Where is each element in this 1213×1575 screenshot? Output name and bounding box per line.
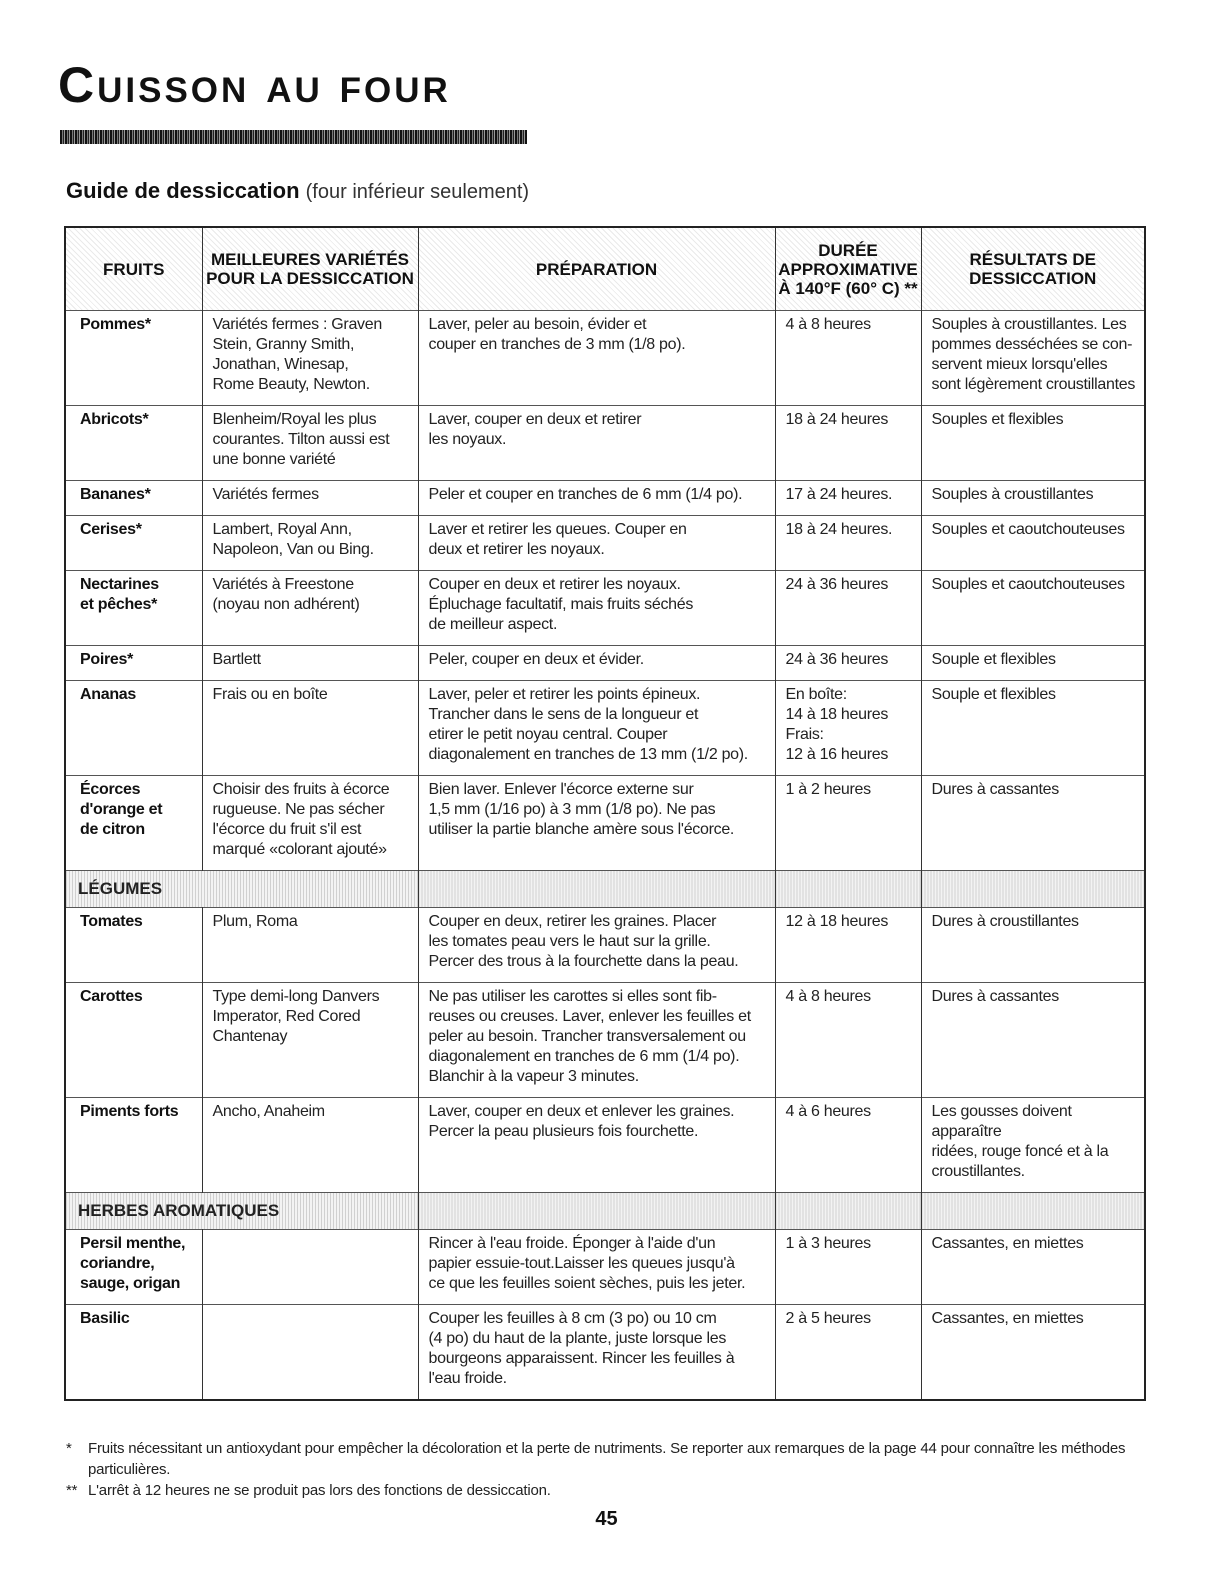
table-row bbox=[65, 908, 1145, 983]
row-name: Piments forts bbox=[65, 1098, 202, 1193]
header-fruits: FRUITS bbox=[65, 227, 202, 311]
row-duration: 12 à 18 heures bbox=[775, 908, 921, 983]
row-preparation: Rincer à l'eau froide. Éponger à l'aide d'un papier essuie-tout.Laisser les queues jusqu'à ce que les feuilles soient sèches, puis les jeter. bbox=[418, 1230, 775, 1305]
row-duration: 18 à 24 heures. bbox=[775, 516, 921, 571]
row-result: Souples à croustillantes. Les pommes desséchées se con- servent mieux lorsqu'elles sont légèrement croustillantes bbox=[921, 311, 1145, 406]
band-label: LÉGUMES bbox=[65, 871, 418, 908]
section-band-herbs bbox=[65, 1193, 1145, 1230]
row-name: Pommes* bbox=[65, 311, 202, 406]
row-varieties bbox=[202, 1230, 418, 1305]
row-preparation: Peler et couper en tranches de 6 mm (1/4 po). bbox=[418, 481, 775, 516]
row-result: Souple et flexibles bbox=[921, 681, 1145, 776]
row-name: Basilic bbox=[65, 1305, 202, 1401]
row-name: Poires* bbox=[65, 646, 202, 681]
row-duration: 4 à 6 heures bbox=[775, 1098, 921, 1193]
row-varieties: Variétés à Freestone (noyau non adhérent) bbox=[202, 571, 418, 646]
row-duration: 4 à 8 heures bbox=[775, 983, 921, 1098]
table-row bbox=[65, 516, 1145, 571]
row-preparation: Ne pas utiliser les carottes si elles sont fib- reuses ou creuses. Laver, enlever les feuilles et peler au besoin. Trancher transversalement ou diagonalement en tranches de 6 mm (1/4 po). Blanchir à la vapeur 3 minutes. bbox=[418, 983, 775, 1098]
band-fill bbox=[775, 1193, 921, 1230]
row-duration: En boîte: 14 à 18 heures Frais: 12 à 16 heures bbox=[775, 681, 921, 776]
row-preparation: Bien laver. Enlever l'écorce externe sur 1,5 mm (1/16 po) à 3 mm (1/8 po). Ne pas utiliser la partie blanche amère sous l'écorce. bbox=[418, 776, 775, 871]
row-preparation: Couper en deux et retirer les noyaux. Épluchage facultatif, mais fruits séchés de meilleur aspect. bbox=[418, 571, 775, 646]
table-row bbox=[65, 311, 1145, 406]
row-result: Souples à croustillantes bbox=[921, 481, 1145, 516]
band-fill bbox=[418, 1193, 775, 1230]
band-fill bbox=[921, 871, 1145, 908]
row-duration: 18 à 24 heures bbox=[775, 406, 921, 481]
row-result: Dures à cassantes bbox=[921, 776, 1145, 871]
header-preparation: PRÉPARATION bbox=[418, 227, 775, 311]
row-varieties: Bartlett bbox=[202, 646, 418, 681]
title-rule bbox=[60, 130, 527, 144]
footnote-mark: * bbox=[66, 1440, 72, 1457]
row-result: Cassantes, en miettes bbox=[921, 1230, 1145, 1305]
row-preparation: Laver, peler et retirer les points épineux. Trancher dans le sens de la longueur et etirer le petit noyau central. Couper diagonalement en tranches de 13 mm (1/2 po). bbox=[418, 681, 775, 776]
table-row bbox=[65, 571, 1145, 646]
footnote-text: Fruits nécessitant un antioxydant pour empêcher la décoloration et la perte de nutriments. Se reporter aux remarques de la page 44 pour connaître les méthodes particulières. bbox=[88, 1440, 1126, 1478]
band-label: HERBES AROMATIQUES bbox=[65, 1193, 418, 1230]
row-varieties: Ancho, Anaheim bbox=[202, 1098, 418, 1193]
table-body bbox=[65, 311, 1145, 1401]
row-varieties: Lambert, Royal Ann, Napoleon, Van ou Bing. bbox=[202, 516, 418, 571]
table-row bbox=[65, 983, 1145, 1098]
table-row bbox=[65, 1305, 1145, 1401]
row-preparation: Laver, couper en deux et retirer les noyaux. bbox=[418, 406, 775, 481]
table-row bbox=[65, 481, 1145, 516]
row-name: Carottes bbox=[65, 983, 202, 1098]
section-heading-text: Guide de dessiccation bbox=[66, 178, 300, 203]
header-results: RÉSULTATS DE DESSICCATION bbox=[921, 227, 1145, 311]
section-qualifier: (four inférieur seulement) bbox=[305, 181, 530, 203]
row-result: Souples et caoutchouteuses bbox=[921, 571, 1145, 646]
row-name: Persil menthe, coriandre, sauge, origan bbox=[65, 1230, 202, 1305]
footnote-mark: ** bbox=[66, 1482, 78, 1499]
table-row bbox=[65, 1230, 1145, 1305]
row-result: Souples et caoutchouteuses bbox=[921, 516, 1145, 571]
row-result: Dures à cassantes bbox=[921, 983, 1145, 1098]
row-preparation: Laver, peler au besoin, évider et couper en tranches de 3 mm (1/8 po). bbox=[418, 311, 775, 406]
row-duration: 1 à 2 heures bbox=[775, 776, 921, 871]
row-varieties bbox=[202, 1305, 418, 1401]
footnote bbox=[66, 1438, 1146, 1480]
row-varieties: Type demi-long Danvers Imperator, Red Cored Chantenay bbox=[202, 983, 418, 1098]
table-header-row bbox=[65, 227, 1145, 311]
row-name: Ananas bbox=[65, 681, 202, 776]
band-fill bbox=[775, 871, 921, 908]
row-preparation: Laver et retirer les queues. Couper en deux et retirer les noyaux. bbox=[418, 516, 775, 571]
row-name: Cerises* bbox=[65, 516, 202, 571]
row-result: Souple et flexibles bbox=[921, 646, 1145, 681]
band-fill bbox=[921, 1193, 1145, 1230]
row-result: Souples et flexibles bbox=[921, 406, 1145, 481]
table-row bbox=[65, 1098, 1145, 1193]
page-number: 45 bbox=[595, 1508, 618, 1530]
footnote bbox=[66, 1480, 1146, 1501]
row-name: Bananes* bbox=[65, 481, 202, 516]
header-duration: DURÉE APPROXIMATIVE À 140°F (60° C) ** bbox=[775, 227, 921, 311]
band-fill bbox=[418, 871, 775, 908]
drying-guide-table bbox=[64, 226, 1146, 1401]
row-duration: 24 à 36 heures bbox=[775, 646, 921, 681]
row-varieties: Plum, Roma bbox=[202, 908, 418, 983]
table-row bbox=[65, 406, 1145, 481]
row-name: Abricots* bbox=[65, 406, 202, 481]
row-varieties: Frais ou en boîte bbox=[202, 681, 418, 776]
row-duration: 4 à 8 heures bbox=[775, 311, 921, 406]
row-name: Nectarines et pêches* bbox=[65, 571, 202, 646]
row-preparation: Couper en deux, retirer les graines. Placer les tomates peau vers le haut sur la grille. Percer des trous à la fourchette dans la peau. bbox=[418, 908, 775, 983]
footnotes bbox=[66, 1438, 1146, 1501]
row-result: Cassantes, en miettes bbox=[921, 1305, 1145, 1401]
table-row bbox=[65, 776, 1145, 871]
row-varieties: Blenheim/Royal les plus courantes. Tilton aussi est une bonne variété bbox=[202, 406, 418, 481]
row-preparation: Couper les feuilles à 8 cm (3 po) ou 10 cm (4 po) du haut de la plante, juste lorsque les bourgeons apparaissent. Rincer les feuilles à l'eau froide. bbox=[418, 1305, 775, 1401]
row-varieties: Variétés fermes : Graven Stein, Granny Smith, Jonathan, Winesap, Rome Beauty, Newton. bbox=[202, 311, 418, 406]
row-varieties: Variétés fermes bbox=[202, 481, 418, 516]
page-title: Cuisson au four bbox=[58, 57, 451, 113]
row-varieties: Choisir des fruits à écorce rugueuse. Ne pas sécher l'écorce du fruit s'il est marqué «colorant ajouté» bbox=[202, 776, 418, 871]
table-row bbox=[65, 681, 1145, 776]
row-name: Écorces d'orange et de citron bbox=[65, 776, 202, 871]
header-varieties: MEILLEURES VARIÉTÉS POUR LA DESSICCATION bbox=[202, 227, 418, 311]
section-band-vegetables bbox=[65, 871, 1145, 908]
row-name: Tomates bbox=[65, 908, 202, 983]
row-duration: 1 à 3 heures bbox=[775, 1230, 921, 1305]
row-preparation: Peler, couper en deux et évider. bbox=[418, 646, 775, 681]
section-heading bbox=[66, 178, 529, 204]
row-duration: 17 à 24 heures. bbox=[775, 481, 921, 516]
row-preparation: Laver, couper en deux et enlever les graines. Percer la peau plusieurs fois fourchette. bbox=[418, 1098, 775, 1193]
footnote-text: L'arrêt à 12 heures ne se produit pas lors des fonctions de dessiccation. bbox=[88, 1482, 551, 1499]
table-row bbox=[65, 646, 1145, 681]
row-duration: 2 à 5 heures bbox=[775, 1305, 921, 1401]
row-result: Les gousses doivent apparaître ridées, rouge foncé et à la croustillantes. bbox=[921, 1098, 1145, 1193]
row-result: Dures à croustillantes bbox=[921, 908, 1145, 983]
row-duration: 24 à 36 heures bbox=[775, 571, 921, 646]
